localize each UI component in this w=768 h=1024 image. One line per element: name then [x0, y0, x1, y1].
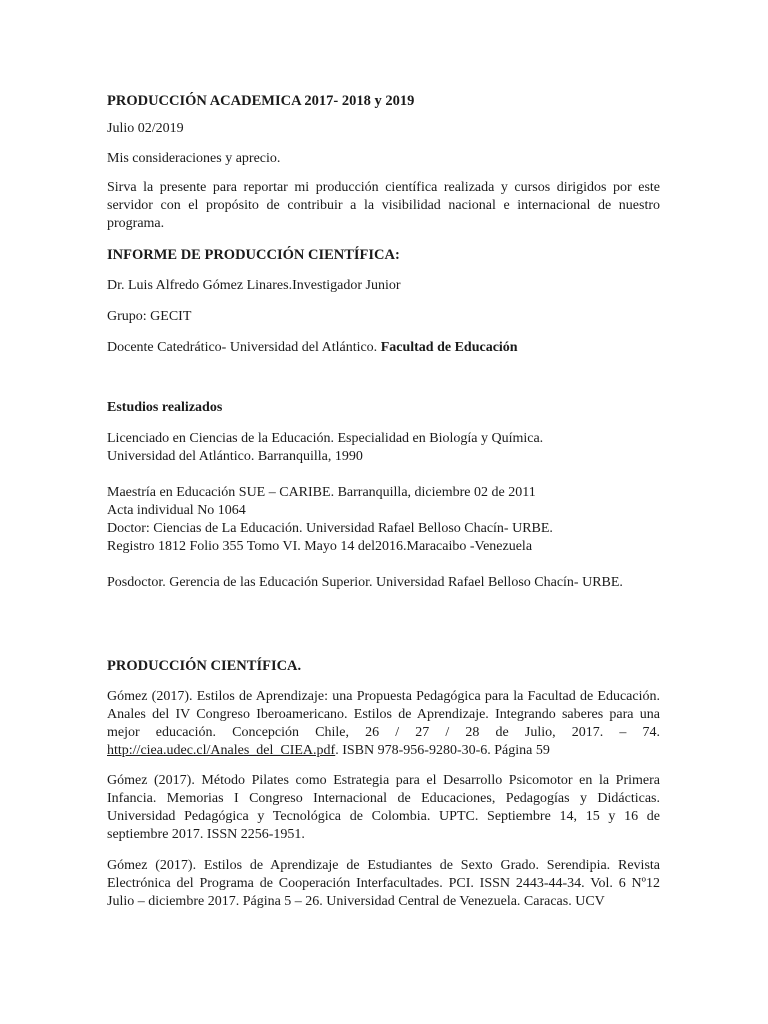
position-line [107, 339, 660, 357]
publication-1 [107, 688, 660, 760]
study-licenciado-line-2: Universidad del Atlántico. Barranquilla, 1990 [107, 449, 363, 464]
study-posdoctor: Posdoctor. Gerencia de las Educación Superior. Universidad Rafael Belloso Chacín- URBE. [107, 575, 623, 590]
report-heading: INFORME DE PRODUCCIÓN CIENTÍFICA: [107, 247, 400, 263]
publication-1-text: Gómez (2017). Estilos de Aprendizaje: una Propuesta Pedagógica para la Facultad de Educación. Anales del IV Congreso Iberoamericano. Estilos de Aprendizaje. Integrando saberes para una mejor educación. Concepción Chile, 26 / 27 / 28 de Julio, 2017. – 74. [107, 689, 660, 740]
study-maestria-doctor [107, 484, 660, 556]
study-maestria-line-2: Acta individual No 1064 [107, 503, 246, 518]
document-title: PRODUCCIÓN ACADEMICA 2017- 2018 y 2019 [107, 93, 415, 109]
study-doctor-line-1: Doctor: Ciencias de La Educación. Universidad Rafael Belloso Chacín- URBE. [107, 521, 553, 536]
group-line: Grupo: GECIT [107, 309, 192, 324]
publication-1-link[interactable]: http://ciea.udec.cl/Anales_del_CIEA.pdf [107, 743, 336, 758]
publication-1-tail: . ISBN 978-956-9280-30-6. Página 59 [335, 743, 550, 758]
author-line: Dr. Luis Alfredo Gómez Linares.Investigador Junior [107, 278, 401, 293]
position-prefix: Docente Catedrático- Universidad del Atlántico. [107, 340, 381, 355]
publication-3: Gómez (2017). Estilos de Aprendizaje de Estudiantes de Sexto Grado. Serendipia. Revista Electrónica del Programa de Cooperación Interfacultades. PCI. ISSN 2443-44-34. Vol. 6 Nº12 Julio – diciembre 2017. Página 5 – 26. Universidad Central de Venezuela. Caracas. UCV [107, 858, 660, 909]
study-doctor-line-2: Registro 1812 Folio 355 Tomo VI. Mayo 14 del2016.Maracaibo -Venezuela [107, 539, 533, 554]
study-licenciado-line-1: Licenciado en Ciencias de la Educación. Especialidad en Biología y Química. [107, 431, 544, 446]
production-heading: PRODUCCIÓN CIENTÍFICA. [107, 658, 302, 674]
study-licenciado [107, 430, 660, 466]
studies-heading: Estudios realizados [107, 400, 223, 415]
intro-paragraph: Sirva la presente para reportar mi producción científica realizada y cursos dirigidos por este servidor con el propósito de contribuir a la visibilidad nacional e internacional de nuestro programa. [107, 180, 660, 231]
publication-2: Gómez (2017). Método Pilates como Estrategia para el Desarrollo Psicomotor en la Primera Infancia. Memorias I Congreso Internacional de Educaciones, Pedagogías y Didácticas. Universidad Pedagógica y Tecnológica de Colombia. UPTC. Septiembre 14, 15 y 16 de septiembre 2017. ISSN 2256-1951. [107, 773, 660, 842]
document-date: Julio 02/2019 [107, 121, 184, 136]
study-maestria-line-1: Maestría en Educación SUE – CARIBE. Barranquilla, diciembre 02 de 2011 [107, 485, 536, 500]
greeting: Mis consideraciones y aprecio. [107, 151, 281, 166]
position-faculty: Facultad de Educación [380, 340, 518, 355]
